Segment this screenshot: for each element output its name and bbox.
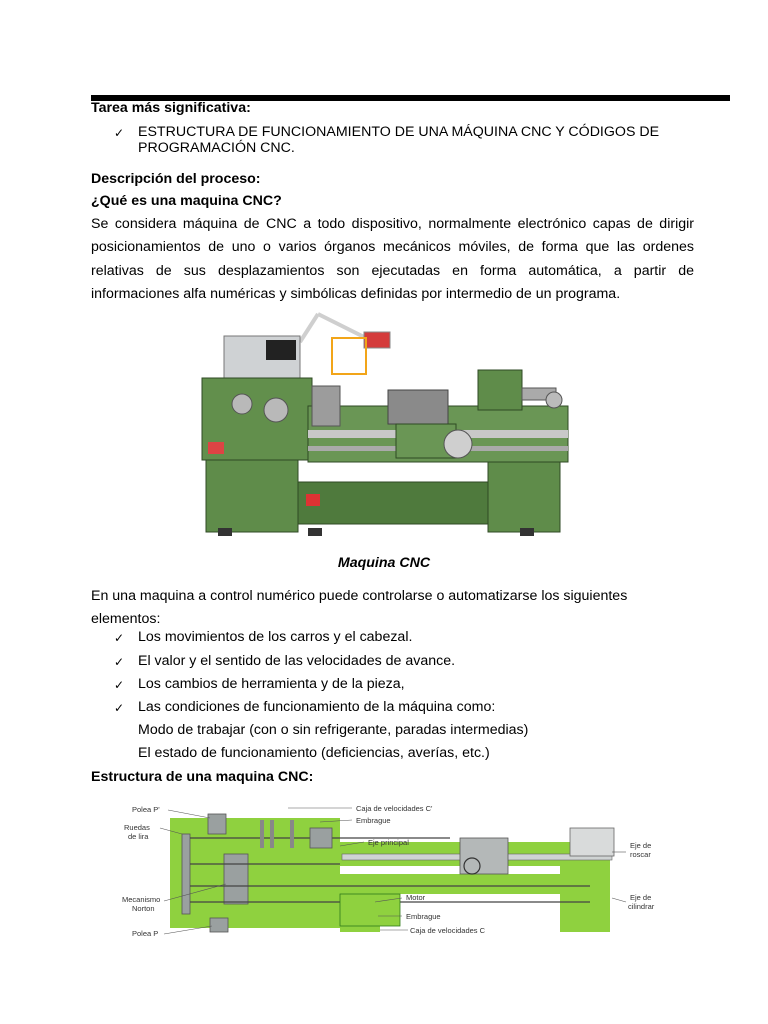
- process-heading: Descripción del proceso:: [91, 171, 261, 187]
- diagram-label: Caja de velocidades C': [356, 804, 433, 813]
- checkmark-icon: ✓: [114, 655, 125, 669]
- checkmark-icon: ✓: [114, 678, 125, 692]
- diagram-label: Embrague: [406, 912, 441, 921]
- diagram-label: Polea P': [132, 805, 160, 814]
- question-heading: ¿Qué es una maquina CNC?: [91, 193, 282, 209]
- structure-diagram: [120, 798, 695, 938]
- diagram-label: Mecanismo: [122, 895, 161, 904]
- list-item: ✓ Los cambios de herramienta y de la pieza,: [114, 676, 405, 692]
- description-paragraph: Se considera máquina de CNC a todo dispositivo, normalmente electrónico capas de dirigir posicionamientos de uno o varios órganos mecánicos móviles, de forma que las ordenes relativas de sus desplazamientos son ejecutadas en forma automática, a partir de informaciones alfa numéricas y simbólicas definidas por intermedio de un programa.: [91, 216, 694, 302]
- cnc-machine-image: [188, 306, 580, 538]
- diagram-label: Eje de: [630, 841, 652, 850]
- diagram-label: Motor: [406, 893, 426, 902]
- checkmark-icon: ✓: [114, 126, 125, 140]
- sub-item: Modo de trabajar (con o sin refrigerante, paradas intermedias): [138, 722, 529, 738]
- list-item: ✓ El valor y el sentido de las velocidades de avance.: [114, 653, 456, 669]
- structure-heading: Estructura de una maquina CNC:: [91, 769, 314, 785]
- diagram-label: Eje principal: [368, 838, 409, 847]
- list-item: ✓ Los movimientos de los carros y el cabezal.: [114, 629, 413, 645]
- control-intro: En una maquina a control numérico puede controlarse o automatizarse los siguientes elementos:: [91, 588, 628, 627]
- diagram-label: Norton: [132, 904, 155, 913]
- task-item: ✓ ESTRUCTURA DE FUNCIONAMIENTO DE UNA MÁQUINA CNC Y CÓDIGOS DE PROGRAMACIÓN CNC.: [114, 124, 660, 156]
- task-heading: Tarea más significativa:: [91, 100, 251, 116]
- checkmark-icon: ✓: [114, 701, 125, 715]
- diagram-label: Caja de velocidades C: [410, 926, 486, 935]
- diagram-label: Embrague: [356, 816, 391, 825]
- figure-caption: Maquina CNC: [337, 555, 431, 571]
- diagram-label: cilindrar: [628, 902, 655, 911]
- list-item: ✓ Las condiciones de funcionamiento de la máquina como:: [114, 699, 496, 715]
- checkmark-icon: ✓: [114, 631, 125, 645]
- diagram-label: Polea P: [132, 929, 159, 938]
- diagram-label: roscar: [630, 850, 651, 859]
- diagram-label: Eje de: [630, 893, 652, 902]
- diagram-label: de lira: [128, 832, 149, 841]
- sub-item: El estado de funcionamiento (deficiencias, averías, etc.): [138, 745, 490, 761]
- diagram-label: Ruedas: [124, 823, 150, 832]
